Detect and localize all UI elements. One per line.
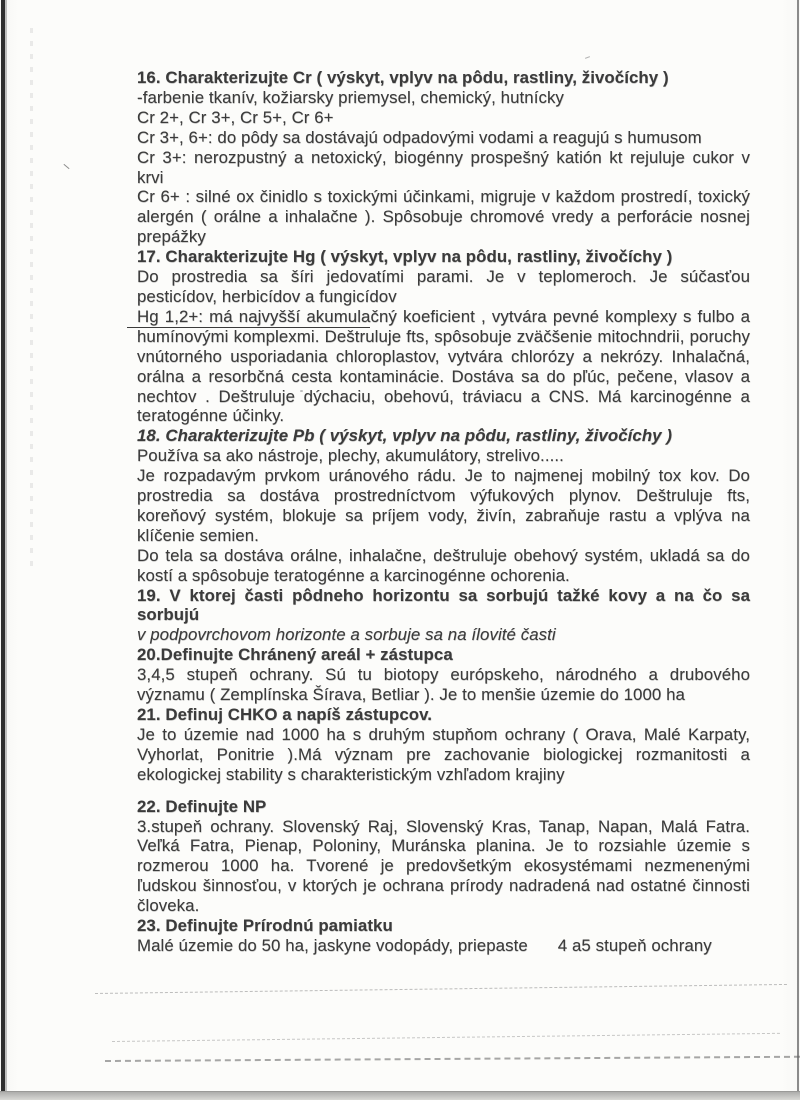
answer-19: v podpovrchovom horizonte a sorbuje sa na ílovité časti [137, 625, 556, 645]
question-21-heading: 21. Definuj CHKO a napíš zástupcov. [137, 705, 433, 724]
answer-16-cr3: Cr 3+: nerozpustný a netoxický, biogénny prospešný katión kt rejuluje cukor v krvi [137, 147, 750, 187]
answer-17-hg12-rest: čný koeficient , vytvára pevné komplexy s fulbo a humínovými komplexmi. Deštruluje fts, spôsobuje zväčšenie mitochndrii, poruchy vnútorného usporiadania chloroplastov, vytvára chlorózy a nekrózy. Inhalačná, orálna a resorbčná cesta kontaminácie. Dostáva sa do pľúc, pečene, vlasov a nechtov . Deštruluje dýchaciu, obehovú, tráviacu a CNS. Má karcinogénne a teratogénne účinky. [137, 306, 750, 426]
answer-21: Je to územie nad 1000 ha s druhým stupňom ochrany ( Orava, Malé Karpaty, Vyhorlat, Ponitrie ).Má význam pre zachovanie biologickej rozmanitosti a ekologickej stability s charakteristickým vzhľadom krajiny [137, 724, 750, 784]
answer-16-oxidation-states: Cr 2+, Cr 3+, Cr 5+, Cr 6+ [137, 107, 334, 127]
document-text [137, 68, 750, 956]
answer-23-main: Malé územie do 50 ha, jaskyne vodopády, priepaste [137, 935, 528, 955]
answer-17-intro: Do prostredia sa šíri jedovatími parami. Je v teplomeroch. Je súčasťou pesticídov, herbicídov a fungicídov [137, 267, 750, 306]
answer-18-properties: Je rozpadavým prvkom uránového rádu. Je to najmenej mobilný tox kov. Do prostredia sa dostáva prostredníctvom výfukových plynov. Deštruluje fts, koreňový systém, blokuje sa príjem vody, živín, zabraňuje rastu a vplýva na klíčenie semien. [137, 466, 750, 545]
question-22-heading: 22. Definujte NP [137, 796, 267, 816]
underlined-phrase: Hg 1,2+: má najvyšší akumula [127, 307, 370, 328]
scan-noise-line [95, 984, 787, 994]
question-17-heading: 17. Charakterizujte Hg ( výskyt, vplyv na pôdu, rastliny, živočíchy ) [137, 247, 673, 267]
answer-16-cr36: Cr 3+, 6+: do pôdy sa dostávajú odpadovými vodami a reagujú s humusom [137, 127, 702, 147]
answer-20: 3,4,5 stupeň ochrany. Sú tu biotopy európskeho, národného a drubového významu ( Zemplínska Šírava, Betliar ). Je to menšie územie do 1000 ha [137, 665, 750, 705]
scan-speck [63, 164, 69, 169]
bottom-scan-bar [0, 1091, 800, 1100]
scan-noise-line [112, 1033, 780, 1042]
answer-17-hg12 [137, 307, 750, 426]
scan-speck [585, 56, 590, 59]
answer-16-cr6: Cr 6+ : silné ox činidlo s toxickými účinkami, migruje v každom prostredí, toxický alergén ( orálne a inhalačne ). Spôsobuje chromové vredy a perforácie nosnej prepážky [137, 187, 750, 247]
scan-noise-line [105, 1056, 800, 1062]
scan-smudge-artifact [30, 28, 33, 568]
question-16-heading: 16. Charakterizujte Cr ( výskyt, vplyv na pôdu, rastliny, živočíchy ) [137, 68, 669, 87]
question-19-heading: 19. V ktorej časti pôdneho horizontu sa sorbujú tažké kovy a na čo sa sorbujú [137, 585, 750, 625]
answer-18-uses: Používa sa ako nástroje, plechy, akumulátory, strelivo..... [137, 446, 564, 466]
answer-22: 3.stupeň ochrany. Slovenský Raj, Slovenský Kras, Tanap, Napan, Malá Fatra. Veľká Fatra, Pienap, Poloniny, Muránska planina. Je to rozsiahle územie s rozmerou 1000 ha. Tvorené je predovšetkým ekosystémami nezmenenými ľudskou šinnosťou, v ktorých je ochrana prírody nadradená nad ostatné činnosti človeka. [137, 816, 750, 916]
answer-23 [137, 936, 750, 956]
left-page-edge-shadow [5, 0, 7, 1100]
question-18-heading: 18. Charakterizujte Pb ( výskyt, vplyv na pôdu, rastliny, živočíchy ) [137, 426, 673, 446]
question-20-heading: 20.Definujte Chránený areál + zástupca [137, 645, 453, 665]
answer-23-note: 4 a5 stupeň ochrany [557, 935, 712, 955]
right-page-edge-line [797, 0, 799, 1100]
question-23-heading: 23. Definujte Prírodnú pamiatku [137, 916, 393, 936]
answer-18-body: Do tela sa dostáva orálne, inhalačne, deštruluje obehový systém, ukladá sa do kostí a spôsobuje teratogénne a karcinogénne ochorenia. [137, 545, 750, 585]
answer-16-uses: -farbenie tkanív, kožiarsky priemysel, chemický, hutnícky [137, 87, 564, 107]
